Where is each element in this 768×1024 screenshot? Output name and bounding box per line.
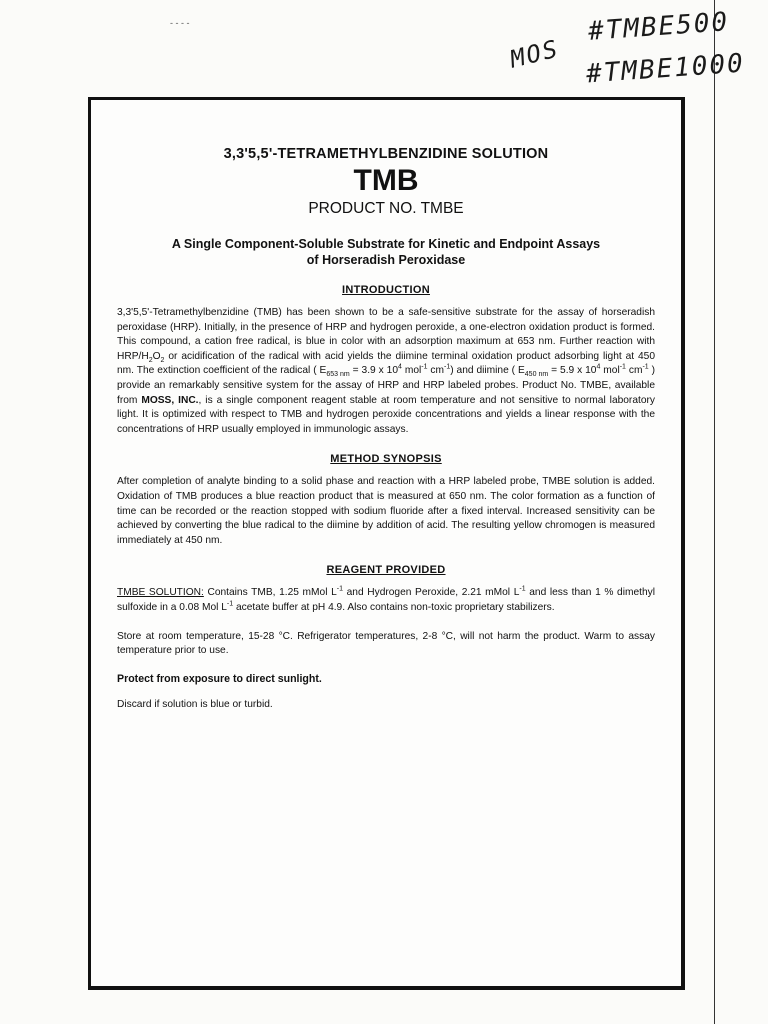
handwritten-product-code-2: #TMBE1000 <box>585 48 746 90</box>
sunlight-warning: Protect from exposure to direct sunlight. <box>117 672 322 685</box>
discard-instruction: Discard if solution is blue or turbid. <box>117 698 273 710</box>
handwritten-product-code-1: #TMBE500 <box>587 7 731 47</box>
scan-artifact: - - - - <box>170 18 190 28</box>
method-synopsis-heading: METHOD SYNOPSIS <box>330 453 442 466</box>
method-synopsis-paragraph: After completion of analyte binding to a solid phase and reaction with a HRP labeled probe, TMBE solution is added. Oxidation of TMB produces a blue reaction product that is measured at 650 nm. The color formation as a function of time can be recorded or the reaction stopped with sodium fluoride after a fixed interval. Increased sensitivity can be achieved by converting the blue radical to the diimine by addition of acid. The resulting yellow chromogen is measured immediately at 450 nm. <box>117 476 655 546</box>
document-header <box>117 146 655 268</box>
introduction-heading: INTRODUCTION <box>342 284 430 296</box>
product-number: PRODUCT NO. TMBE <box>308 200 464 217</box>
scan-edge-line <box>714 0 715 1024</box>
abbreviation-title: TMB <box>353 164 419 197</box>
reagent-label: TMBE SOLUTION: <box>117 587 204 599</box>
introduction-paragraph: 3,3'5,5'-Tetramethylbenzidine (TMB) has been shown to be a safe-sensitive substrate for the assay of horseradish peroxidase (HRP). Initially, in the presence of HRP and hydrogen peroxide, a one-electron oxidation product is formed. This compound, a cation free radical, is blue in color with an adsorption maximum at 653 nm. Further reaction with HRP/$H_2O_2$ or acidification of the radical with acid yields the diimine terminal oxidation product adsorbing light at 450 nm. The extinction coefficient of the radical ( $E_{653 nm} = 3.9$ x $10^4$ mol$^{-1}$ $cm^{-1}$) and diimine ( $E_{450 nm} = 5.9$ x $10^4$ mol$^{-1}$ $cm^{-1}$ ) provide an remarkably sensitive system for the assay of HRP and HRP labeled probes. Product No. TMBE, available from MOSS, INC., is a single component reagent stable at room temperature and not sensitive to normal laboratory light. It is optimized with respect to TMB and hydrogen peroxide concentrations and yields a linear response with the concentrations of HRP usually employed in immunologic assays. <box>117 307 656 435</box>
handwritten-initials: MOS <box>507 34 563 74</box>
company-name: MOSS, INC. <box>141 394 199 406</box>
subtitle-line-1: A Single Component-Soluble Substrate for Kinetic and Endpoint Assays <box>171 237 601 251</box>
subtitle-line-2: of Horseradish Peroxidase <box>306 253 466 267</box>
chemical-name: 3,3'5,5'-TETRAMETHYLBENZIDINE SOLUTION <box>223 146 549 162</box>
storage-paragraph: Store at room temperature, 15-28 °C. Refrigerator temperatures, 2-8 °C, will not harm the product. Warm to assay temperature prior to use. <box>117 630 655 657</box>
reagent-description-paragraph: TMBE SOLUTION: Contains TMB, 1.25 mMol $L^{-1}$ and Hydrogen Peroxide, 2.21 mMol $L^{-1}$ and less than 1 % dimethyl sulfoxide in a 0.08 Mol $L^{-1}$ acetate buffer at pH 4.9. Also contains non-toxic proprietary stabilizers. <box>117 585 655 613</box>
document-frame <box>88 97 685 990</box>
reagent-provided-heading: REAGENT PROVIDED <box>326 564 446 577</box>
document-content <box>117 146 655 710</box>
document-subtitle <box>117 236 655 268</box>
